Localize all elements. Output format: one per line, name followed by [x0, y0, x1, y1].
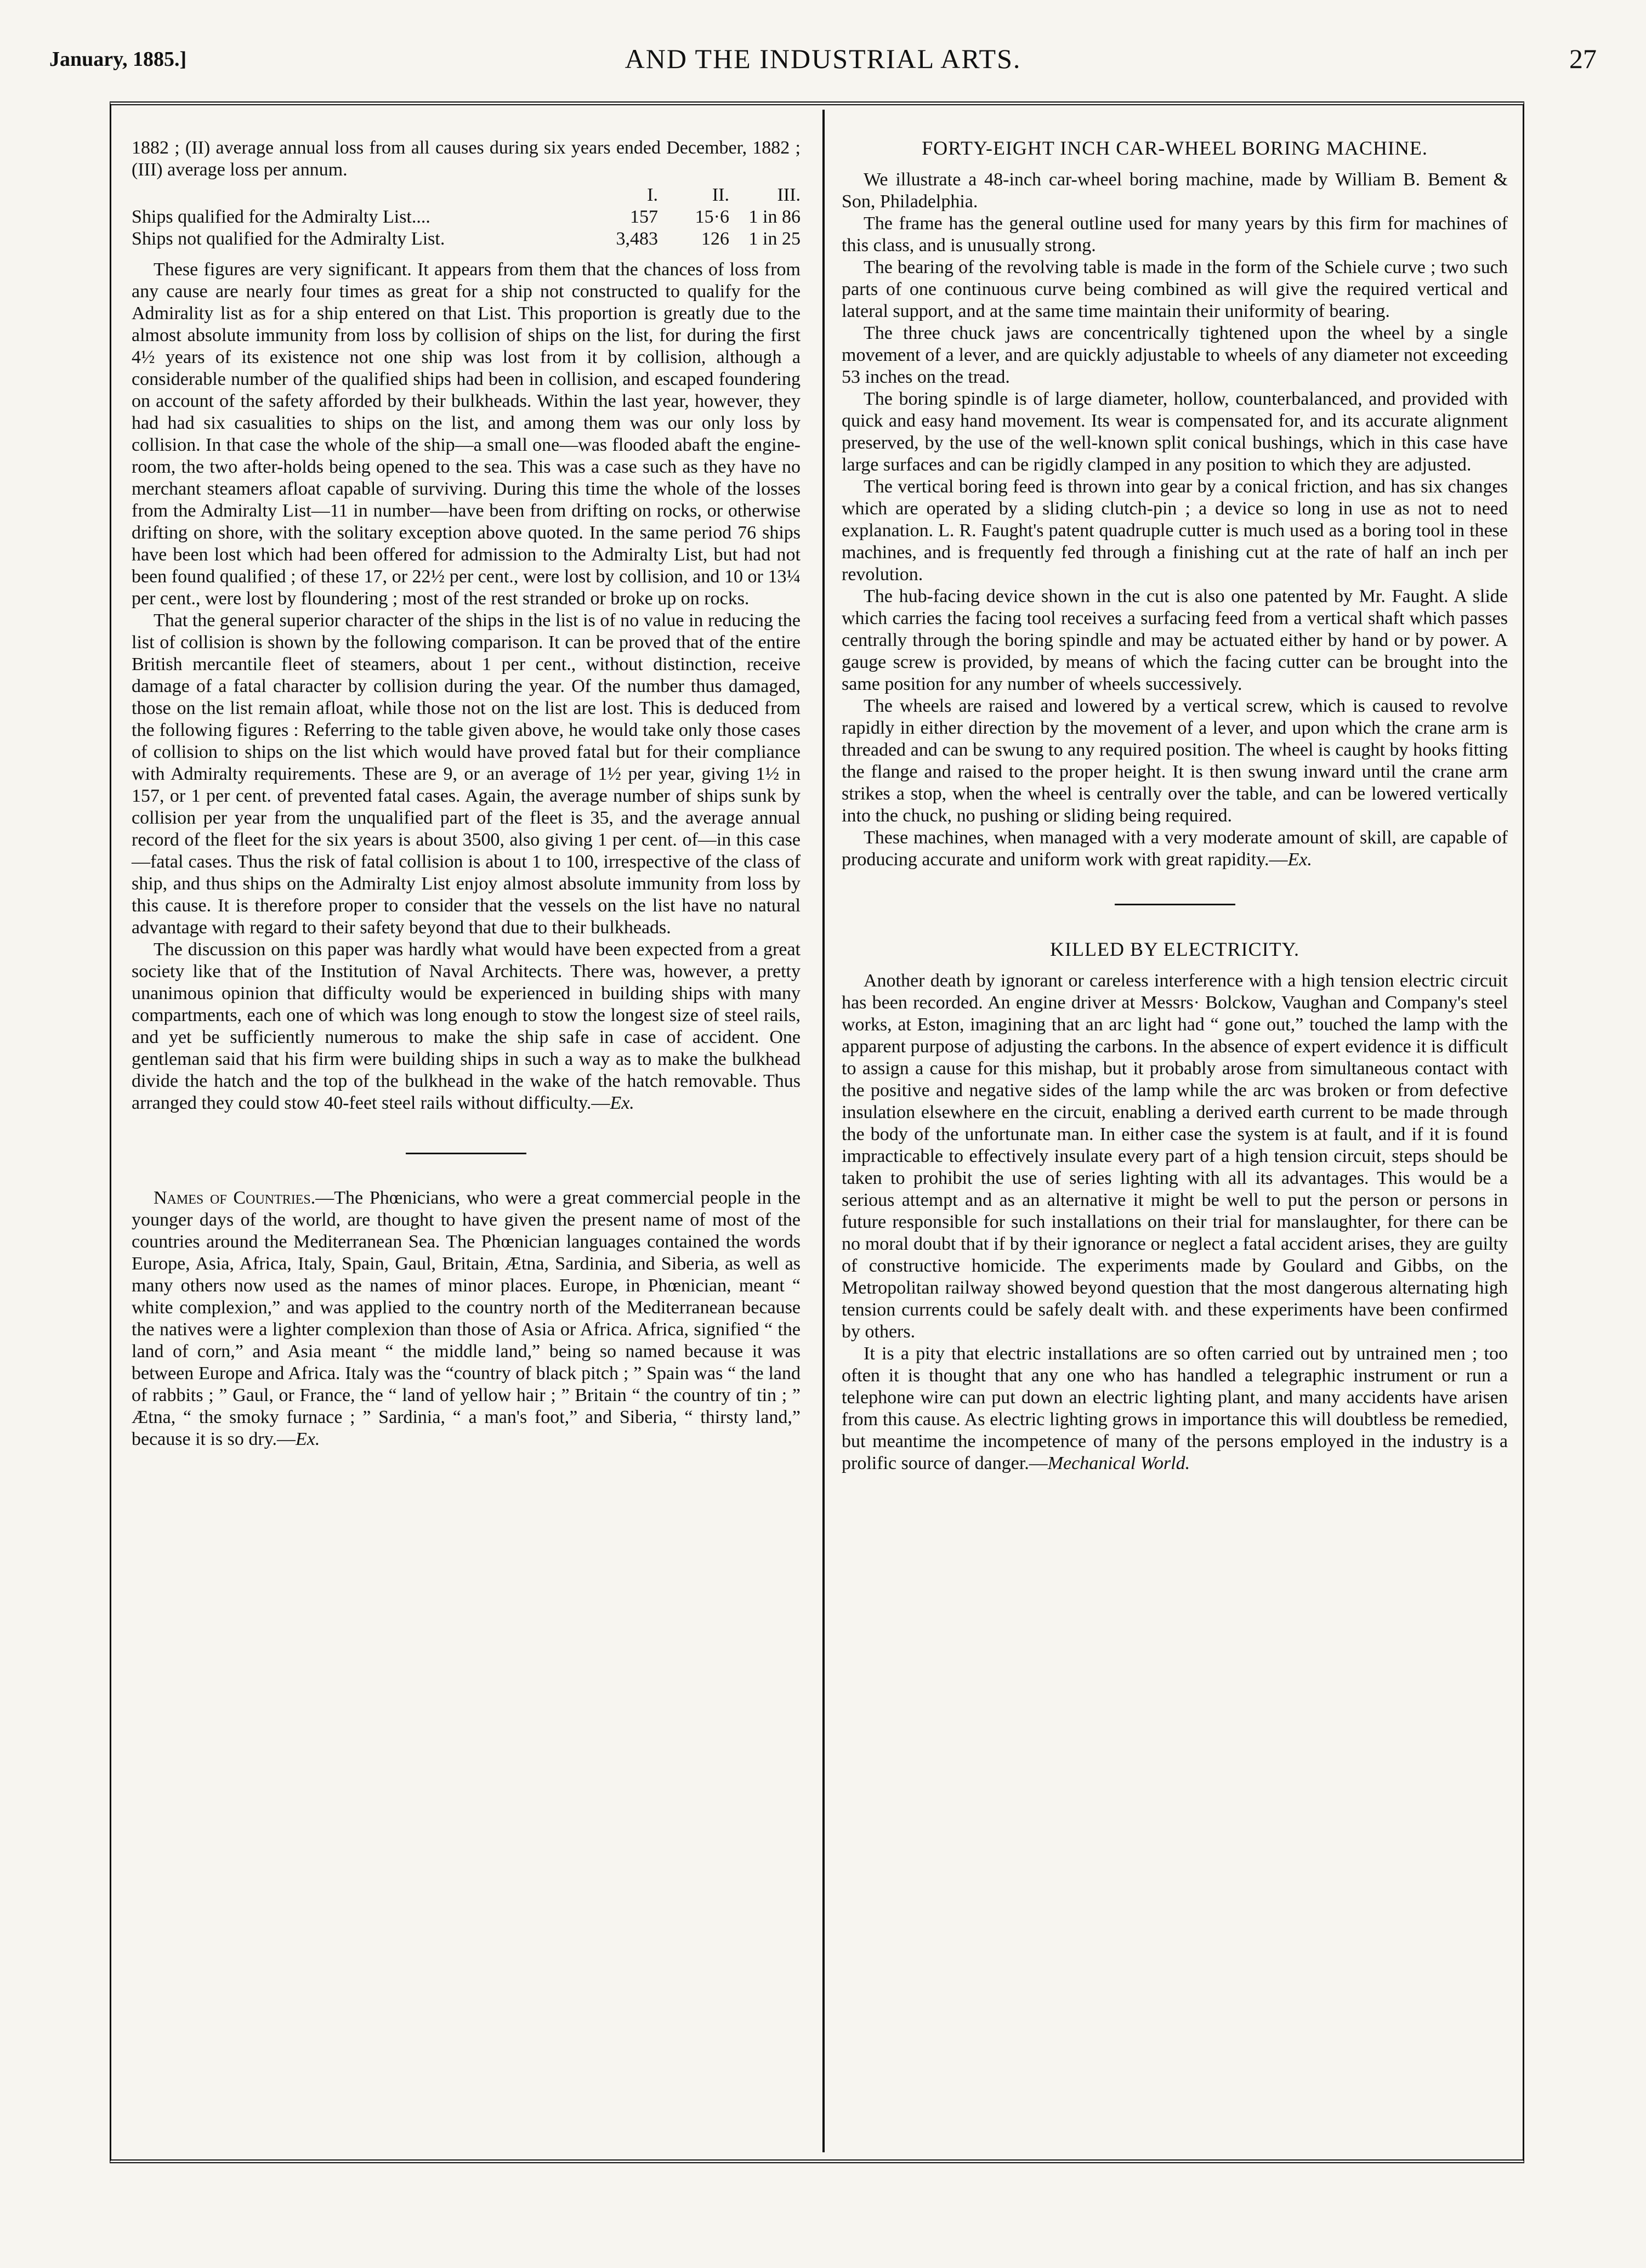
table-row — [132, 206, 801, 228]
table-cell: 157 — [630, 207, 658, 227]
article-heading: FORTY-EIGHT INCH CAR-WHEEL BORING MACHINE. — [922, 137, 1428, 159]
issue-date: January, 1885.] — [49, 48, 187, 71]
body-paragraph: We illustrate a 48-inch car-wheel boring machine, made by William B. Bement & Son, Philadelphia. — [842, 169, 1508, 212]
row-label: Ships not qualified for the Admiralty List. — [132, 229, 445, 249]
table-header: II. — [712, 185, 729, 205]
section-rule — [406, 1153, 526, 1154]
article-run-in-heading: Names of Countries. — [154, 1188, 316, 1208]
source-attribution: Mechanical World. — [1047, 1453, 1190, 1473]
article-heading: KILLED BY ELECTRICITY. — [1050, 938, 1299, 960]
journal-title: AND THE INDUSTRIAL ARTS. — [625, 43, 1021, 74]
source-attribution: Ex. — [1287, 849, 1312, 870]
body-paragraph: The hub-facing device shown in the cut is also one patented by Mr. Faught. A slide which carries the facing tool receives a surfacing feed from a vertical shaft which passes centrally through the boring spindle and may be actuated either by hand or by power. A gauge screw is provided, by means of which the facing cutter can be brought into the same position for any number of wheels successively. — [842, 586, 1508, 694]
table-header: III. — [777, 185, 801, 205]
paragraph-text: These machines, when managed with a very moderate amount of skill, are capable of producing accurate and uniform work with great rapidity.— — [842, 827, 1508, 870]
table-cell: 3,483 — [616, 229, 658, 249]
body-paragraph: The three chuck jaws are concentrically tightened upon the wheel by a single movement of a lever, and are quickly adjustable to wheels of any diameter not exceeding 53 inches on the tread. — [842, 323, 1508, 387]
column-divider — [822, 110, 825, 2152]
body-paragraph: The bearing of the revolving table is made in the form of the Schiele curve ; two such parts of one continuous curve being combined as will give the required vertical and lateral support, and at the same time maintain their uniformity of bearing. — [842, 257, 1508, 321]
left-column — [132, 137, 801, 1450]
table-cell: 1 in 25 — [748, 229, 801, 249]
source-attribution: Ex. — [296, 1429, 320, 1449]
source-attribution: Ex. — [610, 1093, 634, 1113]
table-row — [132, 228, 801, 250]
loss-statistics-table — [132, 184, 801, 250]
table-cell: 15·6 — [695, 207, 729, 227]
row-label: Ships qualified for the Admiralty List.... — [132, 207, 430, 227]
page-number: 27 — [1569, 43, 1597, 74]
table-cell: 1 in 86 — [748, 207, 801, 227]
section-rule — [1115, 904, 1235, 905]
body-paragraph: The wheels are raised and lowered by a vertical screw, which is caused to revolve rapidly in either direction by the movement of a lever, and upon which the crane arm is threaded and can be swung to any required position. The wheel is caught by hooks fitting the flange and raised to the proper height. It is then swung inward until the crane arm strikes a stop, when the wheel is centrally over the table, and can be lowered vertically into the chuck, no pushing or sliding being required. — [842, 696, 1508, 826]
body-paragraph: That the general superior character of the ships in the list is of no value in reducing the list of collision is shown by the following comparison. It can be proved that of the entire British mercantile fleet of steamers, about 1 per cent., without distinction, receive damage of a fatal character by collision during the year. Of the number thus damaged, those on the list remain afloat, while those not on the list are lost. This is deduced from the following figures : Referring to the table given above, he would take only those cases of collision to ships on the list which would have proved fatal but for their compliance with Admiralty requirements. These are 9, or an average of 1½ per year, giving 1½ in 157, or 1 per cent. of prevented fatal cases. Again, the average number of ships sunk by collision per year from the unqualified part of the fleet is 35, and the average annual record of the fleet for the six years is about 3500, also giving 1 per cent. of—in this case—fatal cases. Thus the risk of fatal collision is about 1 to 100, irrespective of the class of ship, and thus ships on the Admiralty List enjoy almost absolute immunity from loss by this cause. It is therefore proper to consider that the vessels on the list have no natural advantage with regard to their safety beyond that due to their bulkheads. — [132, 610, 801, 938]
table-header: I. — [647, 185, 658, 205]
running-head — [49, 43, 1597, 76]
body-paragraph: The boring spindle is of large diameter, hollow, counterbalanced, and provided with quick and easy hand movement. Its wear is compensated for, and its accurate alignment preserved, by the use of the well-known split conical bushings, which in this case have large surfaces and can be rigidly clamped in any position to which they are adjusted. — [842, 389, 1508, 475]
names-of-countries-paragraph — [132, 1187, 801, 1450]
table-cell: 126 — [701, 229, 729, 249]
paragraph-text: It is a pity that electric installations are so often carried out by untrained men ; too often it is thought that any one who has handled a telegraphic instrument or run a telephone wire can put down an electric lighting plant, and many accidents have arisen from this cause. As electric lighting grows in importance this will doubtless be remedied, but meantime the incompetence of many of the persons employed in the industry is a prolific source of danger.— — [842, 1343, 1508, 1473]
body-paragraph — [842, 1343, 1508, 1475]
body-paragraph: These figures are very significant. It appears from them that the chances of loss from any cause are nearly four times as great for a ship not constructed to qualify for the Admirality list as for a ship entered on that List. This proportion is greatly due to the almost absolute immunity from loss by collision of ships on the list, for during the first 4½ years of its existence not one ship was lost from it by collision, although a considerable number of the qualified ships had been in collision, and escaped foundering on account of the safety afforded by their bulkheads. Within the last year, however, they had had six casualities to ships on the list, and among them was our only loss by collision. In that case the whole of the ship—a small one—was flooded abaft the engine-room, the two after-holds being opened to the sea. This was a case such as they have no merchant steamers afloat capable of surviving. During this time the whole of the losses from the Admiralty List—11 in number—have been from drifting on rocks, or otherwise drifting on shore, with the solitary exception above quoted. In the same period 76 ships have been lost which had been offered for admission to the Admiralty List, but had not been found qualified ; of these 17, or 22½ per cent., were lost by collision, and 10 or 13¼ per cent., were lost by floundering ; most of the rest stranded or broke up on rocks. — [132, 259, 801, 609]
body-paragraph — [842, 827, 1508, 871]
right-column — [842, 137, 1508, 1475]
paragraph-text: The discussion on this paper was hardly what would have been expected from a great society like that of the Institution of Naval Architects. There was, however, a pretty unanimous opinion that difficulty would be experienced in building ships with many compartments, each one of which was long enough to stow the longest size of steel rails, and yet be sufficiently numerous to make the ship safe in case of accident. One gentleman said that his firm were building ships in such a way as to make the bulkhead divide the hatch and the top of the bulkhead in the wake of the hatch removable. Thus arranged they could stow 40-feet steel rails without difficulty.— — [132, 939, 801, 1113]
body-paragraph: The vertical boring feed is thrown into gear by a conical friction, and has six changes which are operated by a sliding clutch-pin ; a device so long in use as not to need explanation. L. R. Faught's patent quadruple cutter is much used as a boring tool in these machines, and is frequently fed through a finishing cut at the rate of half an inch per revolution. — [842, 477, 1508, 585]
table-header-row — [132, 184, 801, 206]
body-paragraph: Another death by ignorant or careless interference with a high tension electric circuit has been recorded. An engine driver at Messrs· Bolckow, Vaughan and Company's steel works, at Eston, imagining that an arc light had “ gone out,” touched the lamp with the apparent purpose of adjusting the carbons. In the absence of expert evidence it is difficult to assign a cause for this mishap, but it probably arose from simultaneous contact with the positive and negative sides of the lamp while the arc was broken or from defective insulation elsewhere en the circuit, enabling a derived earth current to be made through the body of the unfortunate man. In either case the system is at fault, and if it is found impracticable to effectively insulate every part of a high tension circuit, steps should be taken to prohibit the use of series lighting with all its advantages. This would be a serious attempt and as an alternative it might be well to put the person or persons in future responsible for such installations on their trial for manslaughter, for there can be no moral doubt that if by their ignorance or neglect a fatal accident arises, they are guilty of constructive homicide. The experiments made by Goulard and Gibbs, on the Metropolitan railway showed beyond question that the most dangerous alternating high tension currents could be safely dealt with. and these experiments have been confirmed by others. — [842, 971, 1508, 1342]
paragraph-text: —The Phœnicians, who were a great commercial people in the younger days of the world, are thought to have given the present name of most of the countries around the Mediterranean Sea. The Phœnician languages contained the words Europe, Asia, Africa, Italy, Spain, Gaul, Britain, Ætna, Sardinia, and Siberia, as well as many others now used as the names of minor places. Europe, in Phœnician, meant “ white complexion,” and was applied to the country north of the Mediterranean because the natives were a lighter complexion than those of Asia or Africa. Africa, signified “ the land of corn,” and Asia meant “ the middle land,” being so named because it was between Europe and Africa. Italy was the “country of black pitch ; ” Spain was “ the land of rabbits ; ” Gaul, or France, the “ land of yellow hair ; ” Britain “ the country of tin ; ” Ætna, “ the smoky furnace ; ” Sardinia, “ a man's foot,” and Siberia, “ thirsty land,” because it is so dry.— — [132, 1188, 801, 1449]
body-paragraph — [132, 939, 801, 1114]
intro-paragraph: 1882 ; (II) average annual loss from all causes during six years ended December, 1882 ; (III) average loss per annum. — [132, 138, 801, 180]
body-paragraph: The frame has the general outline used for many years by this firm for machines of this class, and is unusually strong. — [842, 213, 1508, 256]
